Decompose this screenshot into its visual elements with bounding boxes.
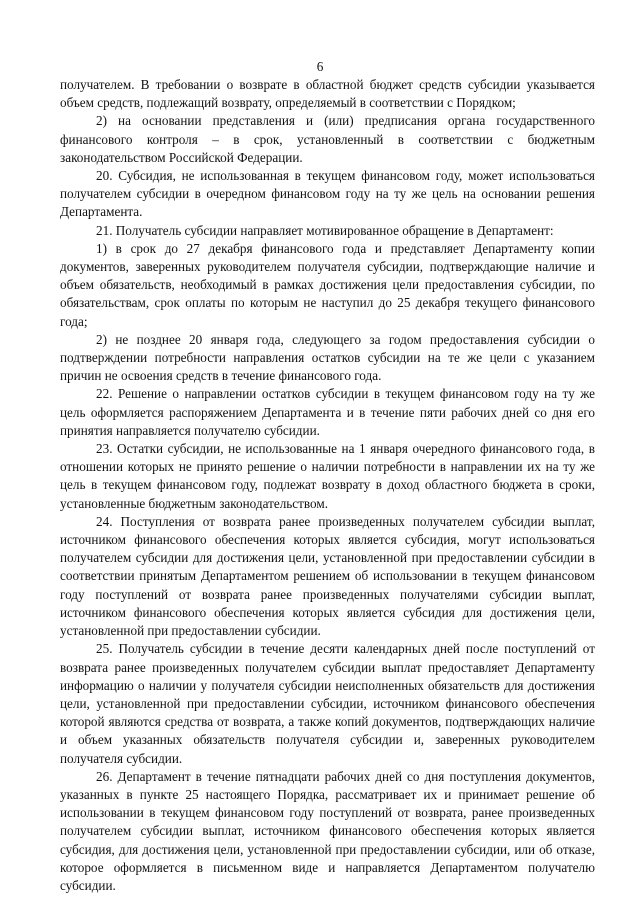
paragraph-item-2: 2) на основании представления и (или) предписания органа государственного финансового контроля – в срок, установленный в соответствии с бюджетным законодательством Российской Федерации. bbox=[60, 113, 595, 165]
paragraph-21-item-1: 1) в срок до 27 декабря финансового года и представляет Департаменту копии документов, заверенных руководителем получателя субсидии, подтверждающие наличие и объем обязательств, необходимый в рамках достижения цели предоставления субсидии, по обязательствам, срок оплаты по которым не наступил до 25 декабря текущего финансового года; bbox=[60, 240, 595, 329]
paragraph-23: 23. Остатки субсидии, не использованные на 1 января очередного финансового года, в отношении которых не принято решение о наличии потребности в направлении их на ту же цель в текущем финансовом году, подлежат возврату в доход областного бюджета в сроки, установленные бюджетным законодательством. bbox=[60, 441, 595, 511]
paragraph-25: 25. Получатель субсидии в течение десяти календарных дней после поступлений от возврата ранее произведенных получателем субсидии выплат предоставляет Департаменту информацию о наличии у получателя субсидии неисполненных обязательств для достижения цели, установленной при предоставлении субсидии, источником финансового обеспечения которой являются средства от возврата, а также копий документов, подтверждающих наличие и объем указанных обязательств получателя субсидии и, заверенных руководителем получателя субсидии. bbox=[60, 641, 595, 766]
paragraph-26: 26. Департамент в течение пятнадцати рабочих дней со дня поступления документов, указанных в пункте 25 настоящего Порядка, рассматривает их и принимает решение об использовании в текущем финансовом году поступлений от возврата, ранее произведенных получателем субсидии выплат, источником финансового обеспечения которых является субсидия, для достижения цели, установленной при предоставлении субсидии, или об отказе, которое оформляется в письменном виде и направляется Департаментом получателю субсидии. bbox=[60, 768, 595, 893]
paragraph-continuation: получателем. В требовании о возврате в областной бюджет средств субсидии указывается объем средств, подлежащий возврату, определяемый в соответствии с Порядком; bbox=[60, 77, 595, 111]
paragraph-21-item-2: 2) не позднее 20 января года, следующего за годом предоставления субсидии о подтверждении потребности направления остатков субсидии на те же цели с указанием причин не освоения средств в течение финансового года. bbox=[60, 331, 595, 384]
document-body bbox=[60, 76, 595, 895]
paragraph-24: 24. Поступления от возврата ранее произведенных получателем субсидии выплат, источником финансового обеспечения которых является субсидия, могут использоваться получателем субсидии для достижения цели, установленной при предоставлении субсидии в соответствии принятым Департаментом решением об использовании в текущем финансовом году поступлений от возврата ранее произведенных получателями субсидии выплат, источником финансового обеспечения которых является субсидия для достижения цели, установленной при предоставлении субсидии. bbox=[60, 513, 595, 639]
paragraph-22: 22. Решение о направлении остатков субсидии в текущем финансовом году на ту же цель оформляется распоряжением Департамента и в течение пяти рабочих дней со дня его принятия направляется получателю субсидии. bbox=[60, 386, 595, 438]
paragraph-20: 20. Субсидия, не использованная в текущем финансовом году, может использоваться получателем субсидии в очередном финансовом году на ту же цель на основании решения Департамента. bbox=[60, 168, 595, 220]
page-number: 6 bbox=[316, 59, 324, 74]
paragraph-21: 21. Получатель субсидии направляет мотивированное обращение в Департамент: bbox=[96, 222, 554, 238]
